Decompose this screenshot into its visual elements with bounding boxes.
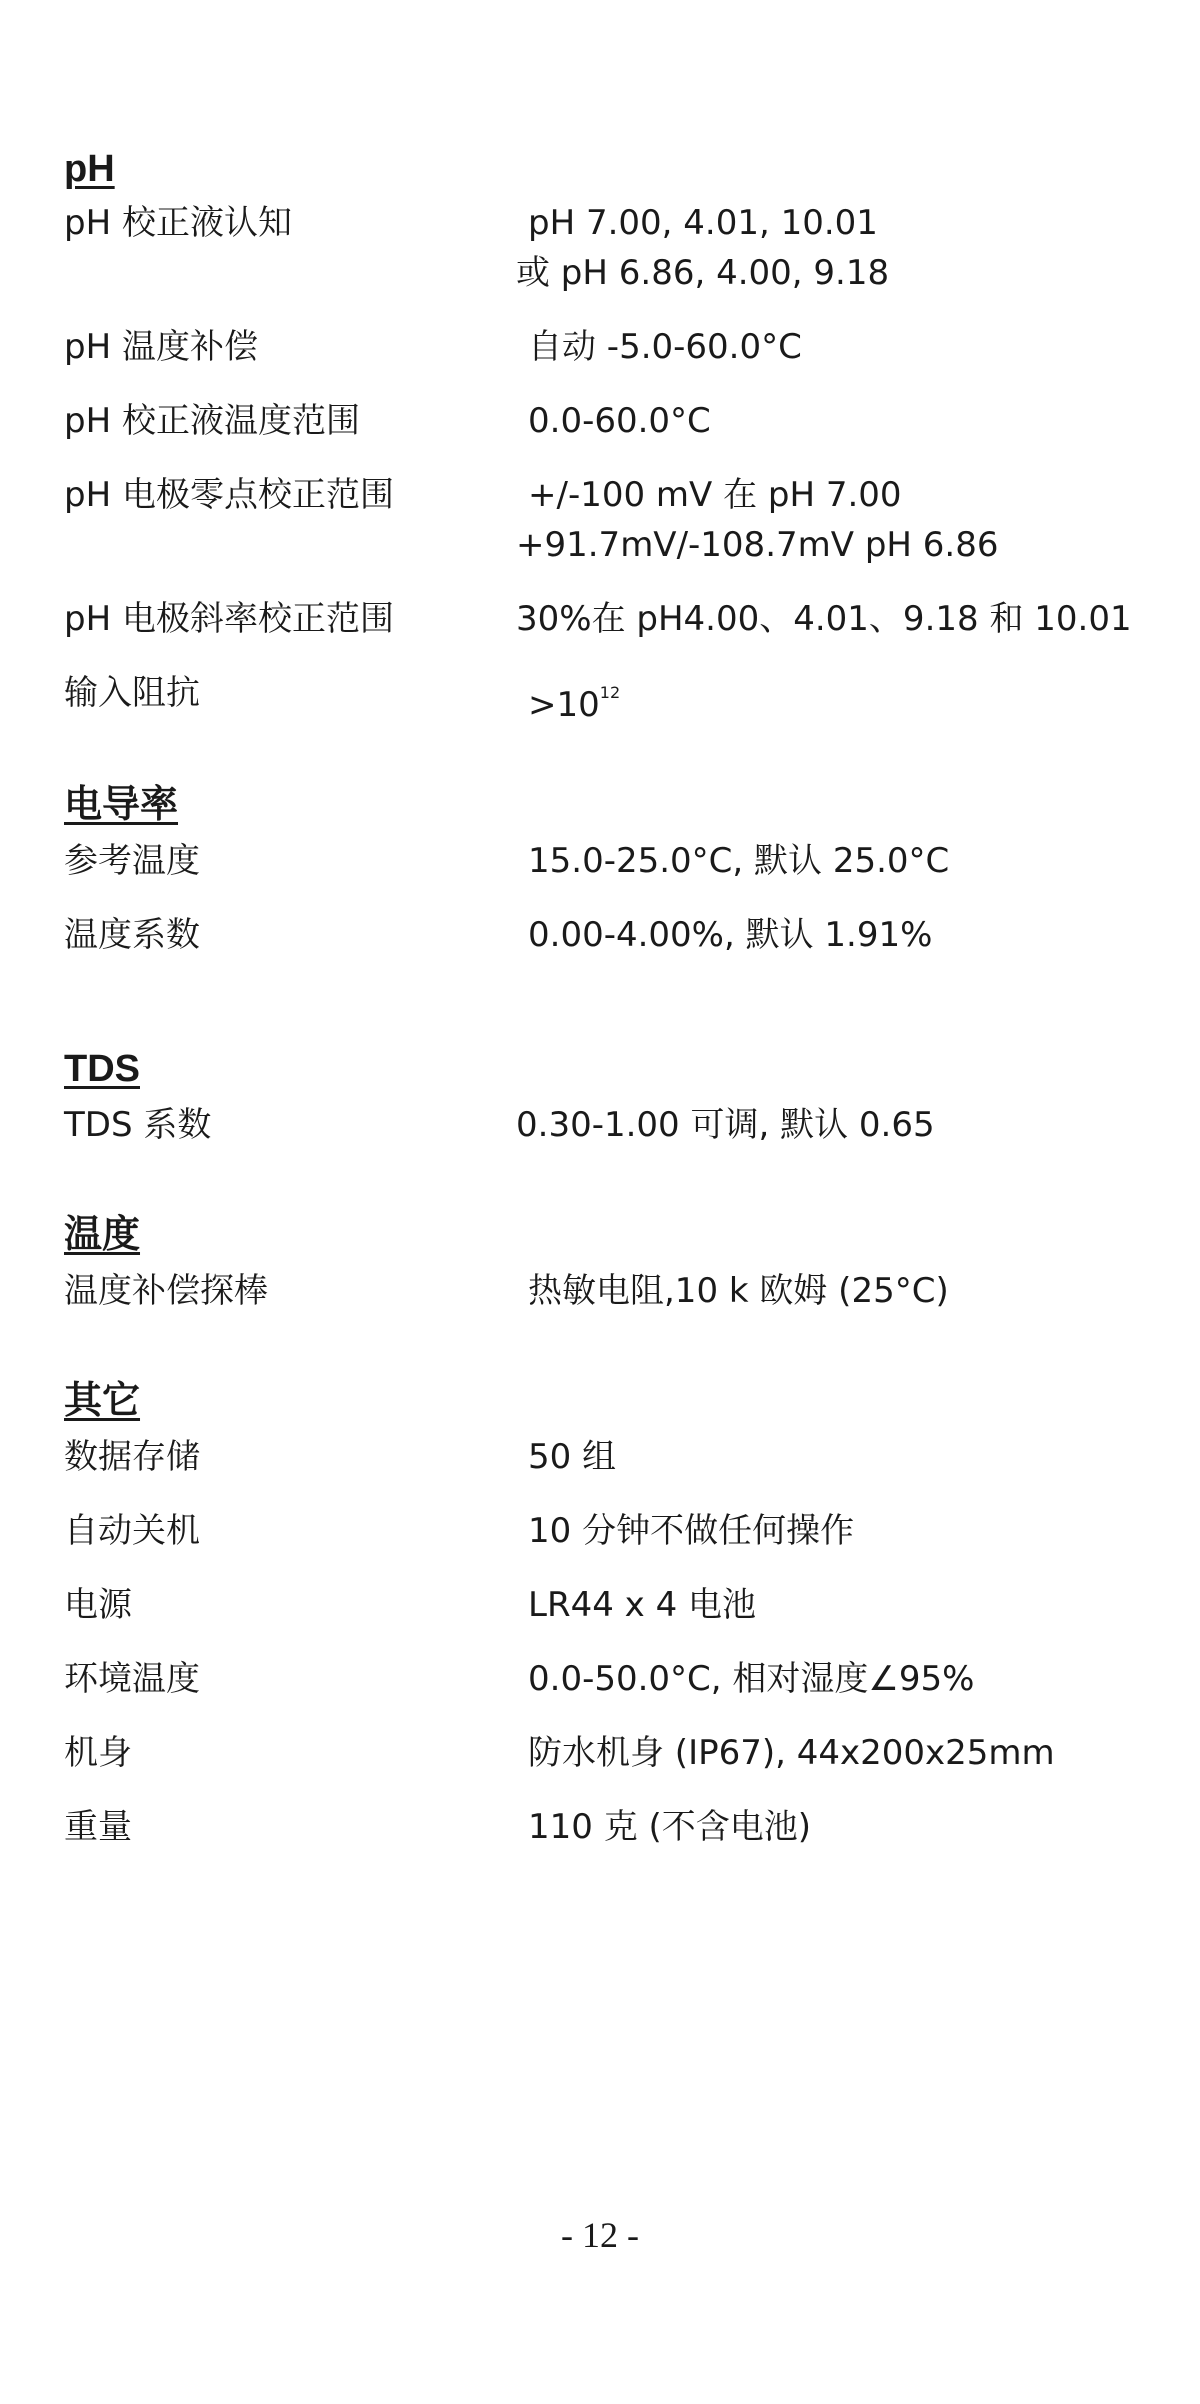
spec-value-weight: 110 克 (不含电池) [528,1807,812,1847]
spec-label-ph-buffer-recognition: pH 校正液认知 [64,203,292,243]
spec-value-input-impedance-exponent: 12 [599,683,621,702]
spec-label-data-storage: 数据存储 [64,1437,200,1477]
spec-label-power-supply: 电源 [64,1585,132,1625]
spec-value-ph-buffer-recognition-alt: 或 pH 6.86, 4.00, 9.18 [516,253,890,293]
spec-label-ph-buffer-temp-range: pH 校正液温度范围 [64,401,360,441]
spec-value-input-impedance-base: >10 [528,685,600,725]
spec-value-data-storage: 50 组 [528,1437,617,1477]
spec-value-ph-zero-calibration-range-alt: +91.7mV/-108.7mV pH 6.86 [516,525,999,565]
spec-label-temperature-coefficient: 温度系数 [64,915,200,955]
spec-value-power-supply: LR44 x 4 电池 [528,1585,757,1625]
spec-value-ph-zero-calibration-range: +/-100 mV 在 pH 7.00 [528,475,902,515]
spec-label-housing: 机身 [64,1733,132,1773]
spec-value-housing: 防水机身 (IP67), 44x200x25mm [528,1733,1055,1773]
page-number: - 12 - [561,2215,639,2255]
section-title-conductivity: 电导率 [64,784,179,826]
section-title-ph: pH [64,148,115,190]
spec-value-ph-slope-calibration-range: 30%在 pH4.00、4.01、9.18 和 10.01 [516,599,1132,639]
spec-value-ph-buffer-temp-range: 0.0-60.0°C [528,401,711,441]
spec-value-ambient-temperature: 0.0-50.0°C, 相对湿度∠95% [528,1659,975,1699]
section-title-temperature: 温度 [64,1214,141,1256]
spec-value-input-impedance [528,668,620,730]
spec-label-auto-power-off: 自动关机 [64,1511,200,1551]
spec-label-input-impedance: 输入阻抗 [64,673,200,713]
spec-value-ph-buffer-recognition: pH 7.00, 4.01, 10.01 [528,203,878,243]
spec-label-ph-slope-calibration-range: pH 电极斜率校正范围 [64,599,394,639]
section-title-other: 其它 [64,1380,141,1422]
spec-value-reference-temperature: 15.0-25.0°C, 默认 25.0°C [528,841,950,881]
section-title-tds: TDS [64,1048,140,1090]
spec-label-weight: 重量 [64,1807,132,1847]
spec-label-ambient-temperature: 环境温度 [64,1659,200,1699]
spec-label-ph-temp-compensation: pH 温度补偿 [64,327,258,367]
spec-value-temperature-coefficient: 0.00-4.00%, 默认 1.91% [528,915,933,955]
spec-label-ph-zero-calibration-range: pH 电极零点校正范围 [64,475,394,515]
spec-label-reference-temperature: 参考温度 [64,841,200,881]
spec-value-temp-compensation-probe: 热敏电阻,10 k 欧姆 (25°C) [528,1271,949,1311]
spec-label-tds-factor: TDS 系数 [64,1105,212,1145]
spec-value-ph-temp-compensation: 自动 -5.0-60.0°C [528,327,802,367]
spec-value-auto-power-off: 10 分钟不做任何操作 [528,1511,855,1551]
spec-label-temp-compensation-probe: 温度补偿探棒 [64,1271,268,1311]
spec-value-tds-factor: 0.30-1.00 可调, 默认 0.65 [516,1105,935,1145]
